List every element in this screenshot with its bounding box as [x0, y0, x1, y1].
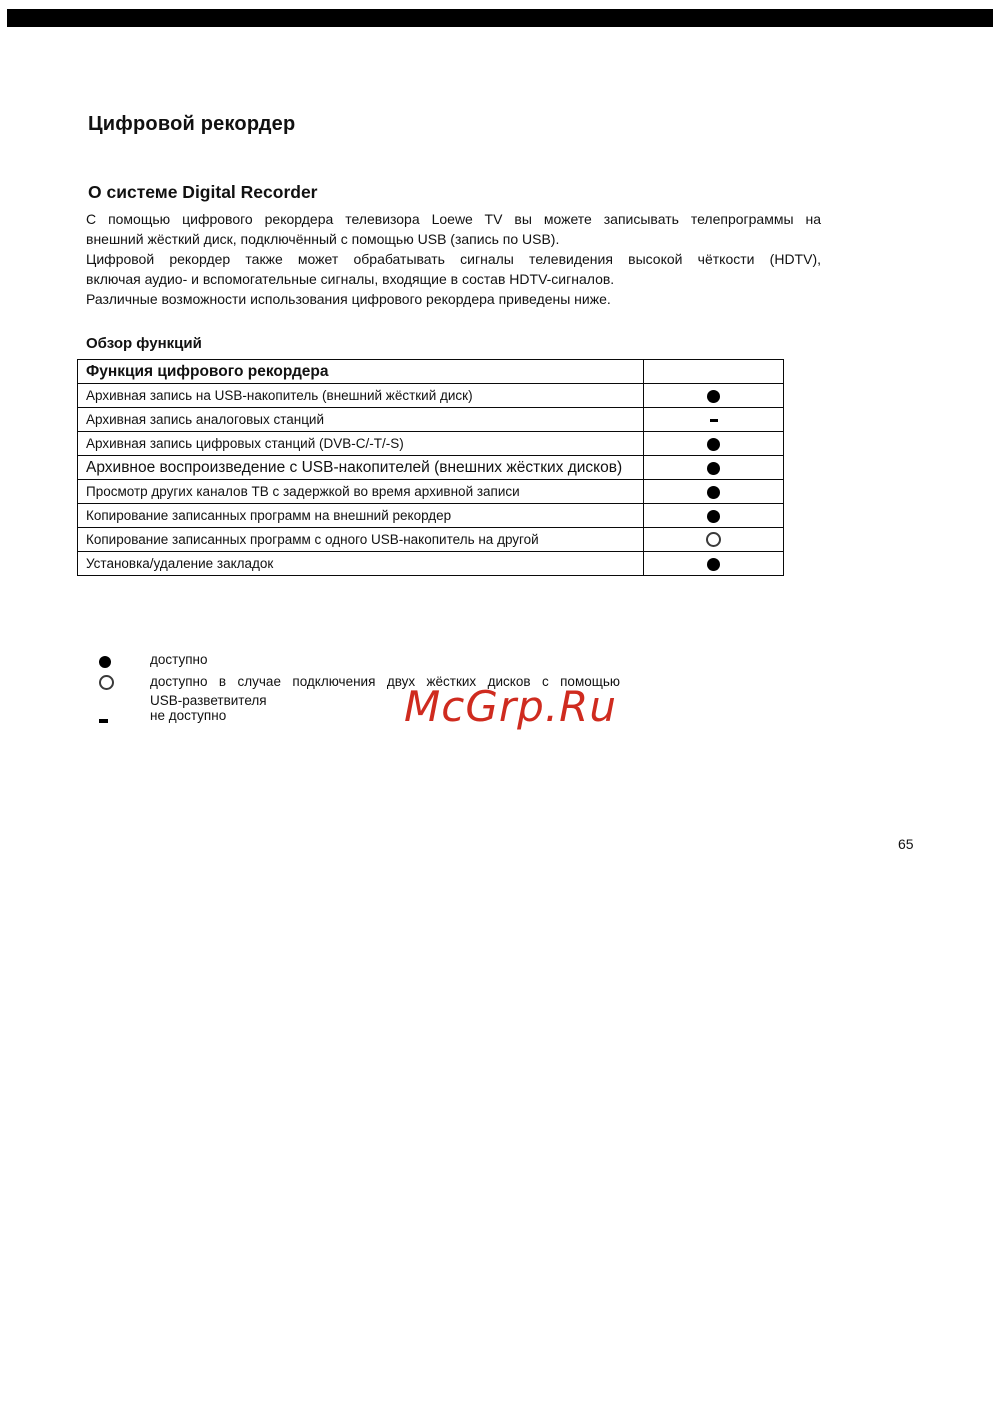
intro-line: включая аудио- и вспомогательные сигналы, входящие в состав HDTV-сигналов. [86, 271, 615, 287]
page-number: 65 [898, 836, 914, 852]
watermark-mcgrp: McGrp.Ru [404, 682, 617, 731]
status-icon [707, 510, 720, 523]
legend-label: не доступно [150, 708, 227, 723]
table-row [78, 408, 784, 432]
feature-status [644, 432, 784, 456]
overview-heading: Обзор функций [86, 335, 202, 352]
legend-dash-icon [99, 712, 108, 730]
legend-label: доступно [150, 652, 208, 667]
feature-status [644, 384, 784, 408]
scan-artifact-bar [7, 9, 993, 27]
feature-status [644, 480, 784, 504]
feature-status [644, 504, 784, 528]
features-table [77, 359, 784, 576]
intro-line: Цифровой рекордер также может обрабатывать сигналы телевидения высокой чёткости (HDTV), [86, 251, 821, 267]
feature-label: Архивная запись на USB-накопитель (внешний жёсткий диск) [78, 384, 644, 408]
intro-paragraph [86, 209, 821, 309]
table-header-status [644, 360, 784, 384]
legend-open-circle-icon [99, 674, 114, 692]
page-title: Цифровой рекордер [88, 113, 296, 136]
feature-label: Архивная запись аналоговых станций [78, 408, 644, 432]
table-header-label: Функция цифрового рекордера [78, 360, 644, 384]
status-icon [710, 419, 718, 423]
feature-status [644, 552, 784, 576]
feature-label: Архивное воспроизведение с USB-накопителей (внешних жёстких дисков) [78, 456, 644, 480]
table-row [78, 480, 784, 504]
status-icon [707, 486, 720, 499]
feature-label: Архивная запись цифровых станций (DVB-C/-T/-S) [78, 432, 644, 456]
feature-label: Установка/удаление закладок [78, 552, 644, 576]
status-icon [707, 438, 720, 451]
status-icon [707, 558, 720, 571]
table-row [78, 504, 784, 528]
table-row [78, 552, 784, 576]
table-row [78, 528, 784, 552]
table-row [78, 456, 784, 480]
feature-label: Копирование записанных программ на внешний рекордер [78, 504, 644, 528]
legend-label: доступно в случае подключения двух жёстких дисков с помощью [150, 674, 620, 689]
status-icon [706, 532, 721, 547]
feature-label: Копирование записанных программ с одного USB-накопитель на другой [78, 528, 644, 552]
legend-label-line2: USB-разветвителя [150, 693, 267, 708]
intro-line: С помощью цифрового рекордера телевизора Loewe TV вы можете записывать телепрограммы на [86, 211, 821, 227]
feature-status [644, 528, 784, 552]
legend-filled-circle-icon [99, 653, 111, 671]
status-icon [707, 462, 720, 475]
feature-status [644, 456, 784, 480]
feature-label: Просмотр других каналов ТВ с задержкой во время архивной записи [78, 480, 644, 504]
feature-status [644, 408, 784, 432]
status-icon [707, 390, 720, 403]
intro-line: Различные возможности использования цифрового рекордера приведены ниже. [86, 291, 611, 307]
table-header-row [78, 360, 784, 384]
intro-line: внешний жёсткий диск, подключённый с помощью USB (запись по USB). [86, 231, 560, 247]
section-heading: О системе Digital Recorder [88, 181, 318, 202]
table-row [78, 432, 784, 456]
table-row [78, 384, 784, 408]
